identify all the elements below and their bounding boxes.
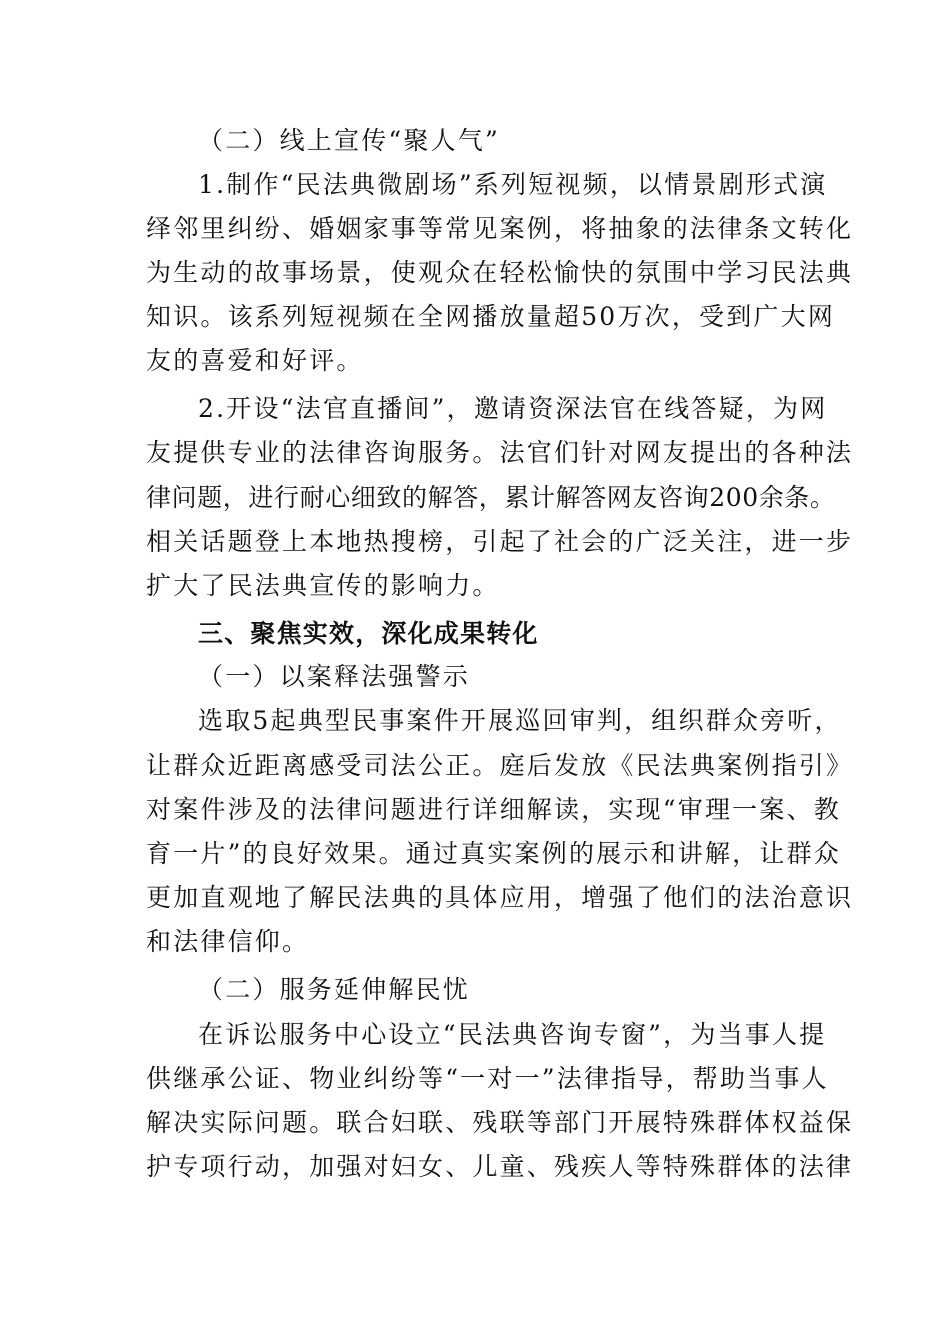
paragraph-line: 在诉讼服务中心设立“民法典咨询专窗”，为当事人提 <box>198 1020 827 1049</box>
paragraph-line: 更加直观地了解民法典的具体应用，增强了他们的法治意识 <box>146 883 854 912</box>
paragraph-line: 对案件涉及的法律问题进行详细解读，实现“审理一案、教 <box>146 795 841 824</box>
paragraph-line: 供继承公证、物业纠纷等“一对一”法律指导，帮助当事人 <box>146 1064 829 1093</box>
paragraph-line: 护专项行动，加强对妇女、儿童、残疾人等特殊群体的法律 <box>146 1152 854 1181</box>
paragraph-line: 和法律信仰。 <box>146 927 310 956</box>
paragraph-line: 扩大了民法典宣传的影响力。 <box>146 571 500 600</box>
paragraph-line: 友的喜爱和好评。 <box>146 346 364 375</box>
paragraph-line: 解决实际问题。联合妇联、残联等部门开展特殊群体权益保 <box>146 1108 854 1137</box>
paragraph-line: 1.制作“民法典微剧场”系列短视频，以情景剧形式演 <box>198 170 828 199</box>
paragraph-line: 选取5起典型民事案件开展巡回审判，组织群众旁听， <box>198 706 842 735</box>
paragraph-line: 知识。该系列短视频在全网播放量超50万次，受到广大网 <box>146 302 836 331</box>
paragraph-line: 2.开设“法官直播间”，邀请资深法官在线答疑，为网 <box>198 394 828 423</box>
paragraph-line: 律问题，进行耐心细致的解答，累计解答网友咨询200余条。 <box>146 483 836 512</box>
paragraph-line: 育一片”的良好效果。通过真实案例的展示和讲解，让群众 <box>146 839 841 868</box>
subheading-service-extension: （二）服务延伸解民忧 <box>198 975 471 1004</box>
paragraph-line: 为生动的故事场景，使观众在轻松愉快的氛围中学习民法典 <box>146 258 854 287</box>
paragraph-line: 让群众近距离感受司法公正。庭后发放《民法典案例指引》 <box>146 751 854 780</box>
subheading-case-explanation: （一）以案释法强警示 <box>198 662 471 691</box>
section-heading-three: 三、聚焦实效，深化成果转化 <box>198 619 539 648</box>
paragraph-line: 绎邻里纠纷、婚姻家事等常见案例，将抽象的法律条文转化 <box>146 214 854 243</box>
paragraph-line: 友提供专业的法律咨询服务。法官们针对网友提出的各种法 <box>146 438 854 467</box>
subheading-online-promotion: （二）线上宣传“聚人气” <box>198 126 500 155</box>
paragraph-line: 相关话题登上本地热搜榜，引起了社会的广泛关注，进一步 <box>146 527 854 556</box>
